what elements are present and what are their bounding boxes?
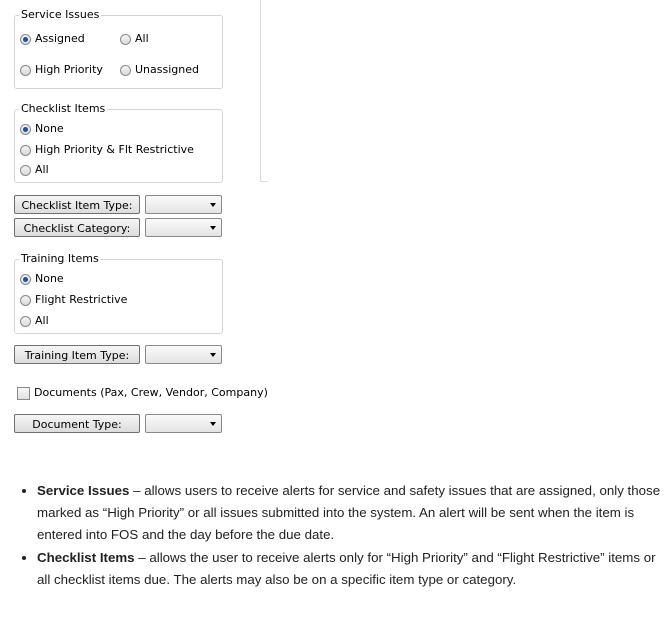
documents-checkbox[interactable] <box>17 386 268 400</box>
radio-unselected-icon <box>20 65 31 76</box>
training-none-radio[interactable] <box>20 272 64 286</box>
chevron-down-icon <box>210 226 216 230</box>
checklist-high-priority-radio[interactable] <box>20 143 194 157</box>
radio-label: All <box>35 314 49 327</box>
radio-label: None <box>35 122 64 135</box>
radio-label: All <box>35 163 49 176</box>
radio-selected-icon <box>20 274 31 285</box>
radio-unselected-icon <box>20 295 31 306</box>
radio-selected-icon <box>20 34 31 45</box>
panel-divider-corner <box>260 181 268 182</box>
document-type-button[interactable]: Document Type: <box>14 414 140 433</box>
checklist-category-button[interactable]: Checklist Category: <box>14 218 140 237</box>
list-item-text: – allows the user to receive alerts only for “High Priority” and “Flight Restrictive” items or all checklist items due. The alerts may also be on a specific item type or category. <box>37 550 656 587</box>
panel-divider <box>260 0 261 182</box>
radio-unselected-icon <box>20 316 31 327</box>
training-items-group <box>14 252 223 334</box>
radio-unselected-icon <box>120 65 131 76</box>
service-issues-legend: Service Issues <box>21 8 100 21</box>
radio-label: None <box>35 272 64 285</box>
service-issues-high-priority-radio[interactable] <box>20 63 103 77</box>
service-issues-assigned-radio[interactable] <box>20 32 85 46</box>
service-issues-group <box>14 8 223 89</box>
radio-label: Flight Restrictive <box>35 293 128 306</box>
radio-label: Assigned <box>35 32 85 45</box>
list-item-term: Service Issues <box>37 483 130 498</box>
radio-selected-icon <box>20 124 31 135</box>
radio-unselected-icon <box>20 165 31 176</box>
radio-label: Unassigned <box>135 63 199 76</box>
feature-description-list <box>19 480 665 592</box>
checklist-item-type-dropdown[interactable] <box>145 195 222 214</box>
training-item-type-dropdown[interactable] <box>145 345 222 364</box>
document-type-dropdown[interactable] <box>145 414 222 433</box>
checklist-all-radio[interactable] <box>20 163 49 177</box>
documents-checkbox-label: Documents (Pax, Crew, Vendor, Company) <box>34 386 268 399</box>
radio-label: All <box>135 32 149 45</box>
list-item-term: Checklist Items <box>37 550 135 565</box>
checklist-items-legend: Checklist Items <box>21 102 106 115</box>
list-item <box>37 480 665 546</box>
radio-unselected-icon <box>20 145 31 156</box>
training-item-type-button[interactable]: Training Item Type: <box>14 345 140 364</box>
radio-label: High Priority <box>35 63 103 76</box>
checkbox-icon <box>17 387 30 400</box>
chevron-down-icon <box>210 422 216 426</box>
training-items-legend: Training Items <box>21 252 99 265</box>
service-issues-unassigned-radio[interactable] <box>120 63 199 77</box>
checklist-items-group <box>14 102 223 183</box>
checklist-category-dropdown[interactable] <box>145 218 222 237</box>
list-item <box>37 547 665 591</box>
service-issues-all-radio[interactable] <box>120 32 149 46</box>
training-all-radio[interactable] <box>20 314 49 328</box>
checklist-item-type-button[interactable]: Checklist Item Type: <box>14 195 140 214</box>
checklist-none-radio[interactable] <box>20 122 64 136</box>
radio-unselected-icon <box>120 34 131 45</box>
chevron-down-icon <box>210 353 216 357</box>
radio-label: High Priority & Flt Restrictive <box>35 143 194 156</box>
list-item-text: – allows users to receive alerts for service and safety issues that are assigned, only those marked as “High Priority” or all issues submitted into the system. An alert will be sent when the item is entered into FOS and the day before the due date. <box>37 483 661 542</box>
chevron-down-icon <box>210 203 216 207</box>
training-flight-restrictive-radio[interactable] <box>20 293 127 307</box>
